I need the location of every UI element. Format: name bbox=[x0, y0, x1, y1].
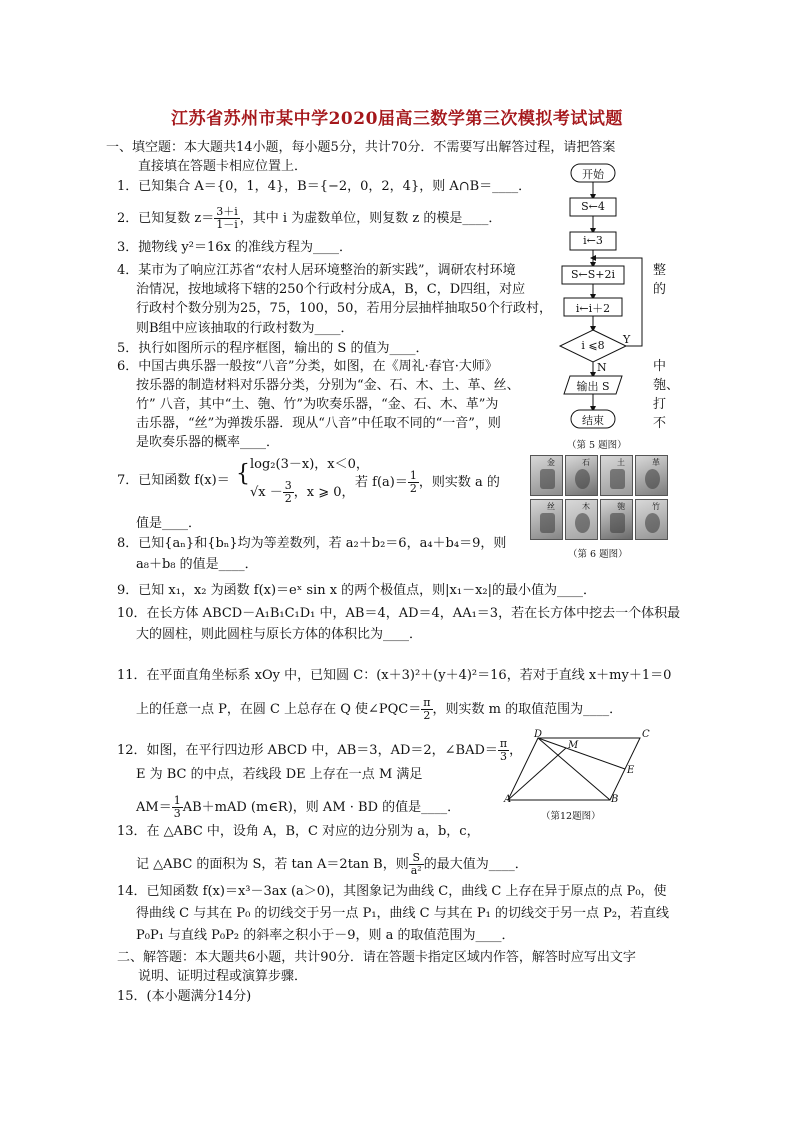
label-a: A bbox=[504, 794, 512, 805]
q2 bbox=[117, 206, 501, 231]
instrument-shape bbox=[645, 513, 660, 533]
q12-fnum: 1 bbox=[173, 794, 181, 807]
instrument-shape bbox=[645, 469, 660, 489]
q11-num: π bbox=[423, 696, 431, 709]
label-c: C bbox=[642, 729, 650, 740]
q6-line3: 竹” 八音，其中“土、匏、竹”为吹奏乐器，“金、石、木、革”为 bbox=[136, 397, 499, 412]
q12-l3b: AB＋mAD (m∈R)，则 AM · BD 的值是____． bbox=[182, 800, 461, 815]
q12-frac2 bbox=[172, 795, 183, 820]
q8-line2: a₈＋b₈ 的值是____． bbox=[136, 557, 258, 572]
q7-case2 bbox=[250, 480, 355, 505]
q7-case2b: ，x ⩾ 0， bbox=[293, 485, 355, 500]
q13-den: a² bbox=[410, 864, 422, 877]
q7-case2-frac bbox=[283, 480, 294, 505]
q12-fden: 3 bbox=[173, 807, 181, 820]
label-b: B bbox=[611, 794, 619, 805]
q7-case1: log₂(3－x)，x＜0， bbox=[250, 457, 369, 472]
label-e: E bbox=[627, 765, 635, 776]
segment-de bbox=[538, 738, 625, 769]
q7-case2-den: 2 bbox=[284, 492, 292, 505]
q7-cond bbox=[355, 470, 500, 495]
q6-tail3: 打 bbox=[653, 397, 667, 412]
q7-cond-a: 若 f(a)＝ bbox=[355, 475, 408, 490]
q11-frac bbox=[421, 697, 432, 722]
instrument-label: 匏 bbox=[617, 502, 625, 511]
q12-line1 bbox=[117, 738, 522, 763]
section1-line1: 一、填空题：本大题共14小题，每小题5分，共计70分．不需要写出解答过程，请把答案 bbox=[106, 140, 616, 155]
q10-line1: 10．在长方体 ABCD－A₁B₁C₁D₁ 中，AB＝4，AD＝4，AA₁＝3，若在长方体中挖去一个体积最 bbox=[117, 606, 681, 621]
flowchart-caption: （第 5 题图） bbox=[567, 440, 627, 451]
q6-line2: 按乐器的制造材料对乐器分类，分别为“金、石、木、土、革、丝、 bbox=[136, 378, 520, 393]
q2-den: 1－i bbox=[216, 218, 238, 231]
q11-den: 2 bbox=[423, 709, 431, 722]
flow-cond: i ⩽8 bbox=[581, 339, 605, 352]
q6-tail2: 匏、 bbox=[653, 378, 680, 393]
instrument-label: 革 bbox=[652, 458, 660, 467]
q5: 5．执行如图所示的程序框图，输出的 S 的值为____． bbox=[117, 341, 429, 356]
instrument-tile-1 bbox=[530, 455, 563, 496]
q13-l2b: 的最大值为____． bbox=[423, 857, 528, 872]
flow-s2: i←3 bbox=[583, 234, 603, 247]
q6-line4: 击乐器，“丝”为弹拨乐器．现从“八音”中任取不同的“一音”，则 bbox=[136, 416, 501, 431]
instruments-figure bbox=[530, 455, 670, 541]
q11-l2a: 上的任意一点 P，在圆 C 上总存在 Q 使∠PQC＝ bbox=[136, 702, 422, 717]
flow-s3: S←S+2i bbox=[570, 268, 616, 281]
q7-cond-den: 2 bbox=[409, 482, 417, 495]
geometry-caption: （第12题图） bbox=[541, 811, 601, 822]
q11-line1: 11．在平面直角坐标系 xOy 中，已知圆 C：(x＋3)²＋(y＋4)²＝16，若对于直线 x＋my＋1＝0 bbox=[117, 668, 672, 683]
instrument-shape bbox=[540, 513, 555, 533]
q7-line2: 值是____． bbox=[136, 516, 202, 531]
instrument-label: 竹 bbox=[652, 502, 660, 511]
flow-start: 开始 bbox=[582, 168, 604, 181]
q15: 15．(本小题满分14分) bbox=[117, 989, 252, 1004]
flow-s4: i←i＋2 bbox=[575, 302, 611, 315]
instrument-shape bbox=[610, 513, 625, 533]
q12-l1b: ， bbox=[509, 743, 523, 758]
q14-line3: P₀P₁ 与直线 P₀P₂ 的斜率之积小于－9，则 a 的取值范围为____． bbox=[136, 928, 515, 943]
section2-line2: 说明、证明过程或演算步骤． bbox=[138, 969, 308, 984]
instrument-label: 土 bbox=[617, 458, 625, 467]
q12-l3a: AM＝ bbox=[136, 800, 172, 815]
q7-cond-b: ，则实数 a 的 bbox=[418, 475, 500, 490]
q7-prefix: 7．已知函数 f(x)＝ bbox=[117, 473, 230, 488]
q7-cond-num: 1 bbox=[409, 469, 417, 482]
flow-end: 结束 bbox=[582, 414, 604, 427]
q12-l1a: 12．如图，在平行四边形 ABCD 中，AB＝3，AD＝2，∠BAD＝ bbox=[117, 743, 498, 758]
q6-line1: 6．中国古典乐器一般按“八音”分类，如图，在《周礼·春官·大师》 bbox=[117, 359, 498, 374]
q2-a: 2．已知复数 z＝ bbox=[117, 211, 215, 226]
instrument-tile-8 bbox=[635, 499, 668, 540]
q14-line1: 14．已知函数 f(x)＝x³－3ax (a＞0)，其图象记为曲线 C，曲线 C 上存在异于原点的点 P₀，使 bbox=[117, 884, 667, 899]
q4-line4: 则B组中应该抽取的行政村数为____． bbox=[136, 321, 354, 336]
q7-case2a: √x － bbox=[250, 485, 283, 500]
instruments-caption: （第 6 题图） bbox=[568, 549, 628, 560]
page-title: 江苏省苏州市某中学2020届高三数学第三次模拟考试试题 bbox=[171, 109, 623, 129]
q2-b: ，其中 i 为虚数单位，则复数 z 的模是____． bbox=[239, 211, 502, 226]
q12-line3 bbox=[136, 795, 460, 820]
q4-tail2: 的 bbox=[653, 282, 667, 297]
q4-line1: 4．某市为了响应江苏省“农村人居环境整治的新实践”，调研农村环境 bbox=[117, 263, 516, 278]
q14-line2: 得曲线 C 与其在 P₀ 的切线交于另一点 P₁，曲线 C 与其在 P₁ 的切线交于另一点 P₂，若直线 bbox=[136, 906, 670, 921]
q2-num: 3＋i bbox=[216, 205, 238, 218]
section2-line1: 二、解答题：本大题共6小题，共计90分．请在答题卡指定区域内作答，解答时应写出文字 bbox=[117, 950, 636, 965]
q1: 1．已知集合 A＝{0，1，4}，B＝{−2，0，2，4}，则 A∩B＝____． bbox=[117, 179, 532, 194]
q9: 9．已知 x₁，x₂ 为函数 f(x)＝eˣ sin x 的两个极值点，则|x₁－x₂|的最小值为____． bbox=[117, 583, 597, 598]
q7-brace: { bbox=[236, 460, 250, 487]
q12-line2: E 为 BC 的中点，若线段 DE 上存在一点 M 满足 bbox=[136, 767, 423, 782]
q12-den: 3 bbox=[500, 750, 508, 763]
flow-no: N bbox=[597, 361, 607, 374]
q4-line3: 行政村个数分别为25，75，100，50，若用分层抽样抽取50个行政村， bbox=[136, 301, 552, 316]
segment-am bbox=[508, 748, 566, 800]
q13-line1: 13．在 △ABC 中，设角 A，B，C 对应的边分别为 a，b，c， bbox=[117, 824, 480, 839]
flow-yes: Y bbox=[623, 333, 631, 346]
q4-tail1: 整 bbox=[653, 263, 667, 278]
instrument-label: 金 bbox=[547, 458, 555, 467]
instrument-shape bbox=[575, 513, 590, 533]
q7-cond-frac bbox=[408, 470, 419, 495]
section1-line2: 直接填在答题卡相应位置上． bbox=[138, 159, 308, 174]
q12-num: π bbox=[499, 737, 508, 750]
q8-line1: 8．已知{aₙ}和{bₙ}均为等差数列，若 a₂＋b₂＝6，a₄＋b₄＝9，则 bbox=[117, 536, 507, 551]
instrument-tile-6 bbox=[565, 499, 598, 540]
instrument-shape bbox=[575, 469, 590, 489]
q7-case2-num: 3 bbox=[284, 479, 292, 492]
q13-frac bbox=[409, 852, 424, 877]
instrument-tile-4 bbox=[635, 455, 668, 496]
q6-tail1: 中 bbox=[653, 359, 667, 374]
flow-out: 输出 S bbox=[576, 380, 610, 393]
q6-tail4: 不 bbox=[653, 416, 667, 431]
label-d: D bbox=[534, 729, 543, 740]
q13-line2 bbox=[136, 852, 528, 877]
instrument-shape bbox=[610, 469, 625, 489]
instrument-label: 木 bbox=[582, 502, 590, 511]
q4-line2: 治情况，按地域将下辖的250个行政村分成A，B，C，D四组，对应 bbox=[136, 282, 526, 297]
label-m: M bbox=[568, 740, 579, 751]
q6-line5: 是吹奏乐器的概率____． bbox=[136, 435, 280, 450]
flow-s1: S←4 bbox=[581, 200, 605, 213]
q2-frac bbox=[214, 206, 240, 231]
instrument-shape bbox=[540, 469, 555, 489]
q11-line2 bbox=[136, 697, 622, 722]
q10-line2: 大的圆柱，则此圆柱与原长方体的体积比为____． bbox=[136, 627, 423, 642]
q13-num: S bbox=[409, 852, 424, 865]
instrument-tile-3 bbox=[600, 455, 633, 496]
instrument-label: 丝 bbox=[547, 502, 555, 511]
q3: 3．抛物线 y²＝16x 的准线方程为____． bbox=[117, 240, 352, 255]
instrument-tile-2 bbox=[565, 455, 598, 496]
q11-l2b: ，则实数 m 的取值范围为____． bbox=[432, 702, 623, 717]
instrument-tile-5 bbox=[530, 499, 563, 540]
instrument-label: 石 bbox=[582, 458, 590, 467]
q13-l2a: 记 △ABC 的面积为 S，若 tan A＝2tan B，则 bbox=[136, 857, 409, 872]
instrument-tile-7 bbox=[600, 499, 633, 540]
